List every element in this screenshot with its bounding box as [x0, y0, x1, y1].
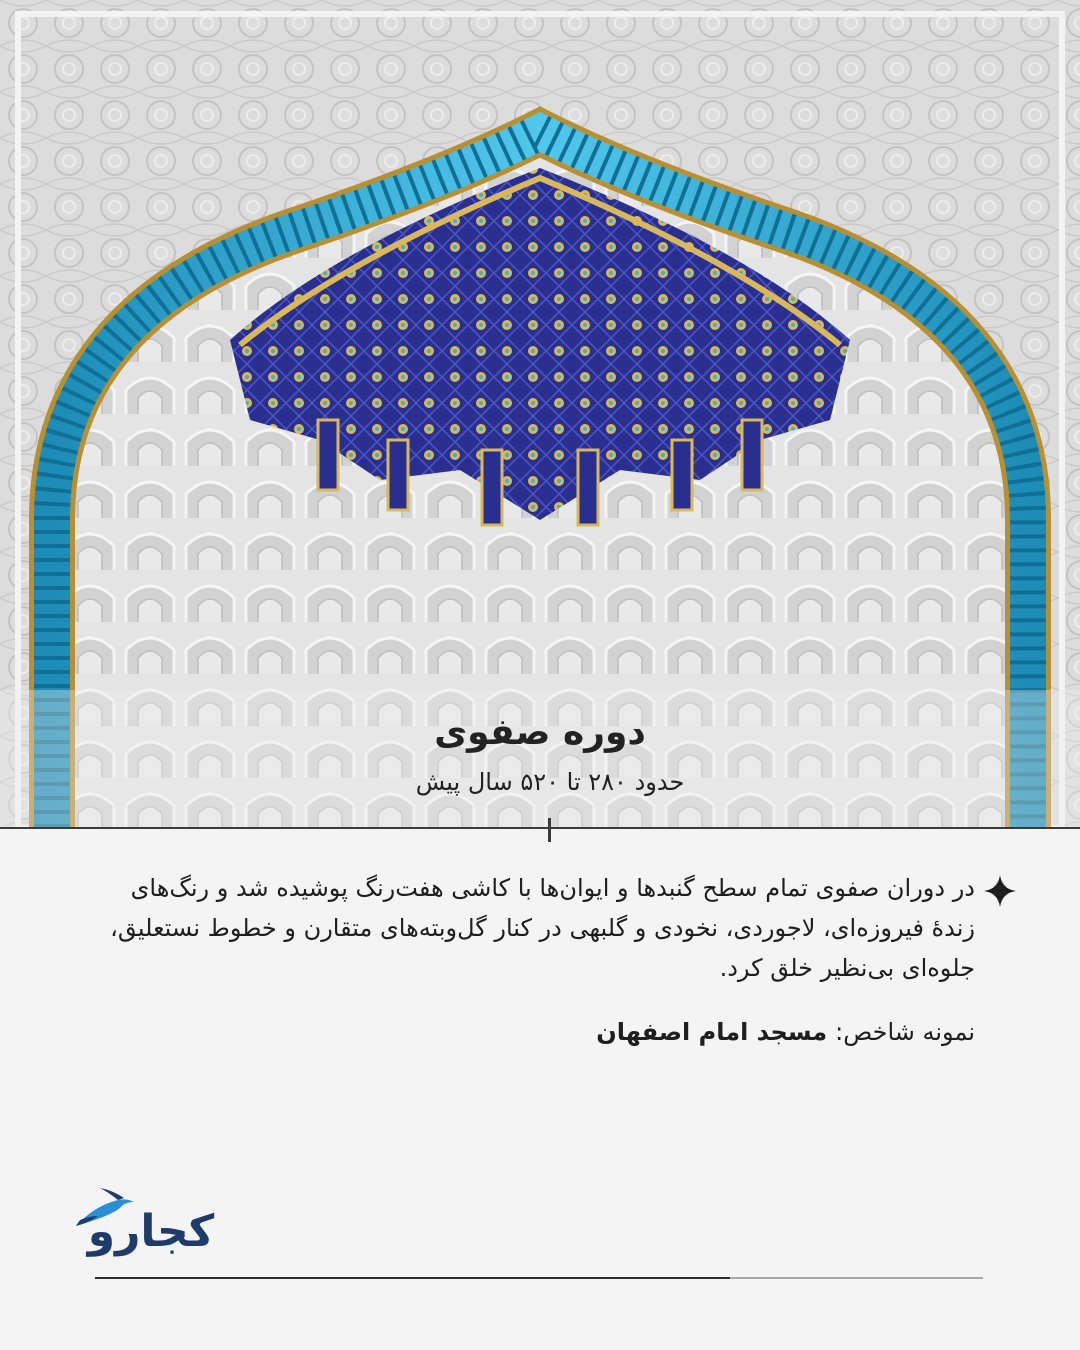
four-point-star-icon	[983, 874, 1017, 908]
description-text: در دوران صفوی تمام سطح گنبدها و ایوان‌ها با کاشی هفت‌رنگ پوشیده شد و رنگ‌های زندهٔ فیروزه‌ای، لاجوردی، نخودی و گلبهی در کنار گل‌وبته‌های متقارن و خطوط نستعلیق، جلوه‌ای بی‌نظیر خلق کرد.	[110, 874, 975, 982]
section-divider	[0, 827, 1080, 829]
divider-tick	[548, 818, 551, 842]
example-value: مسجد امام اصفهان	[596, 1018, 828, 1046]
brand-logo[interactable]	[72, 1186, 222, 1266]
footer-line-faded	[730, 1277, 983, 1279]
example-label: نمونه شاخص:	[835, 1018, 975, 1046]
brand-name: کجارو	[87, 1206, 215, 1257]
footer-line	[95, 1277, 730, 1279]
hero-subtitle: حدود ۲۸۰ تا ۵۲۰ سال پیش	[415, 768, 685, 796]
hero-title: دوره صفوی	[434, 712, 646, 753]
notable-example	[380, 1018, 975, 1046]
